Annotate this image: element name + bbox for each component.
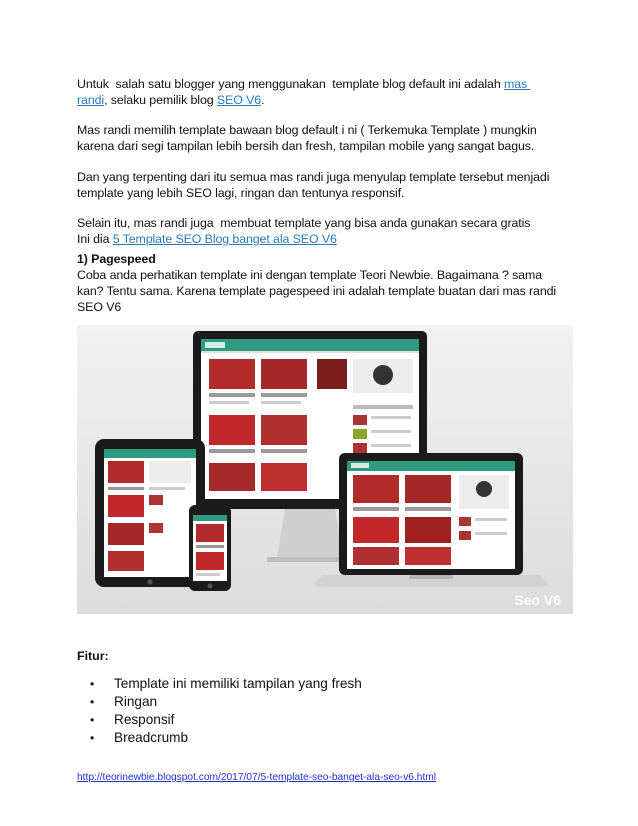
seo-paragraph: Dan yang terpenting dari itu semua mas randi juga menyulap template tersebut menjadi template yang lebih SEO lagi, ringan dan tentunya responsif. — [77, 170, 550, 200]
free-template-paragraph — [77, 215, 557, 247]
mas-randi-link[interactable]: mas randi — [77, 77, 531, 107]
intro-paragraph — [77, 76, 557, 108]
pagespeed-heading: 1) Pagespeed — [77, 252, 156, 266]
seo-v6-link[interactable]: SEO V6 — [216, 93, 262, 107]
intro-text-mid: , selaku pemilik blog — [104, 93, 217, 107]
list-item — [90, 693, 362, 711]
source-url-link[interactable]: http://teorinewbie.blogspot.com/2017/07/5-template-seo-banget-ala-seo-v6.html — [77, 772, 437, 783]
free-template-text: Selain itu, mas randi juga membuat template yang bisa anda gunakan secara gratis — [77, 216, 531, 230]
list-item — [90, 675, 362, 693]
bullet-icon: • — [90, 713, 95, 727]
bullet-icon: • — [90, 677, 95, 691]
feature-text: Breadcrumb — [114, 730, 189, 745]
feature-text: Template ini memiliki tampilan yang fresh — [114, 676, 362, 691]
bullet-icon: • — [90, 695, 95, 709]
feature-text: Ringan — [114, 694, 158, 709]
intro-text: Untuk salah satu blogger yang menggunakan template blog default ini adalah — [77, 77, 504, 91]
list-item — [90, 729, 362, 747]
devices-mockup-image — [77, 325, 573, 614]
bullet-icon: • — [90, 731, 95, 745]
template-choice-paragraph: Mas randi memilih template bawaan blog default i ni ( Terkemuka Template ) mungkin karena dari segi tampilan lebih bersih dan fresh, tampilan mobile yang sangat bagus. — [77, 123, 537, 153]
features-list — [90, 675, 362, 747]
seo-v6-watermark: Seo V6 — [514, 592, 561, 608]
features-title: Fitur: — [77, 649, 109, 663]
free-template-prefix: Ini dia — [77, 232, 113, 246]
devices-illustration — [77, 325, 573, 614]
feature-text: Responsif — [114, 712, 175, 727]
pagespeed-description: Coba anda perhatikan template ini dengan template Teori Newbie. Bagaimana ? sama kan? Tentu sama. Karena template pagespeed ini adalah template buatan dari mas randi SEO V6 — [77, 268, 557, 314]
laptop — [315, 453, 547, 587]
tablet — [95, 439, 205, 587]
five-templates-link[interactable]: 5 Template SEO Blog banget ala SEO V6 — [112, 232, 337, 246]
list-item — [90, 711, 362, 729]
phone — [189, 505, 231, 591]
intro-text-end: . — [261, 93, 265, 107]
